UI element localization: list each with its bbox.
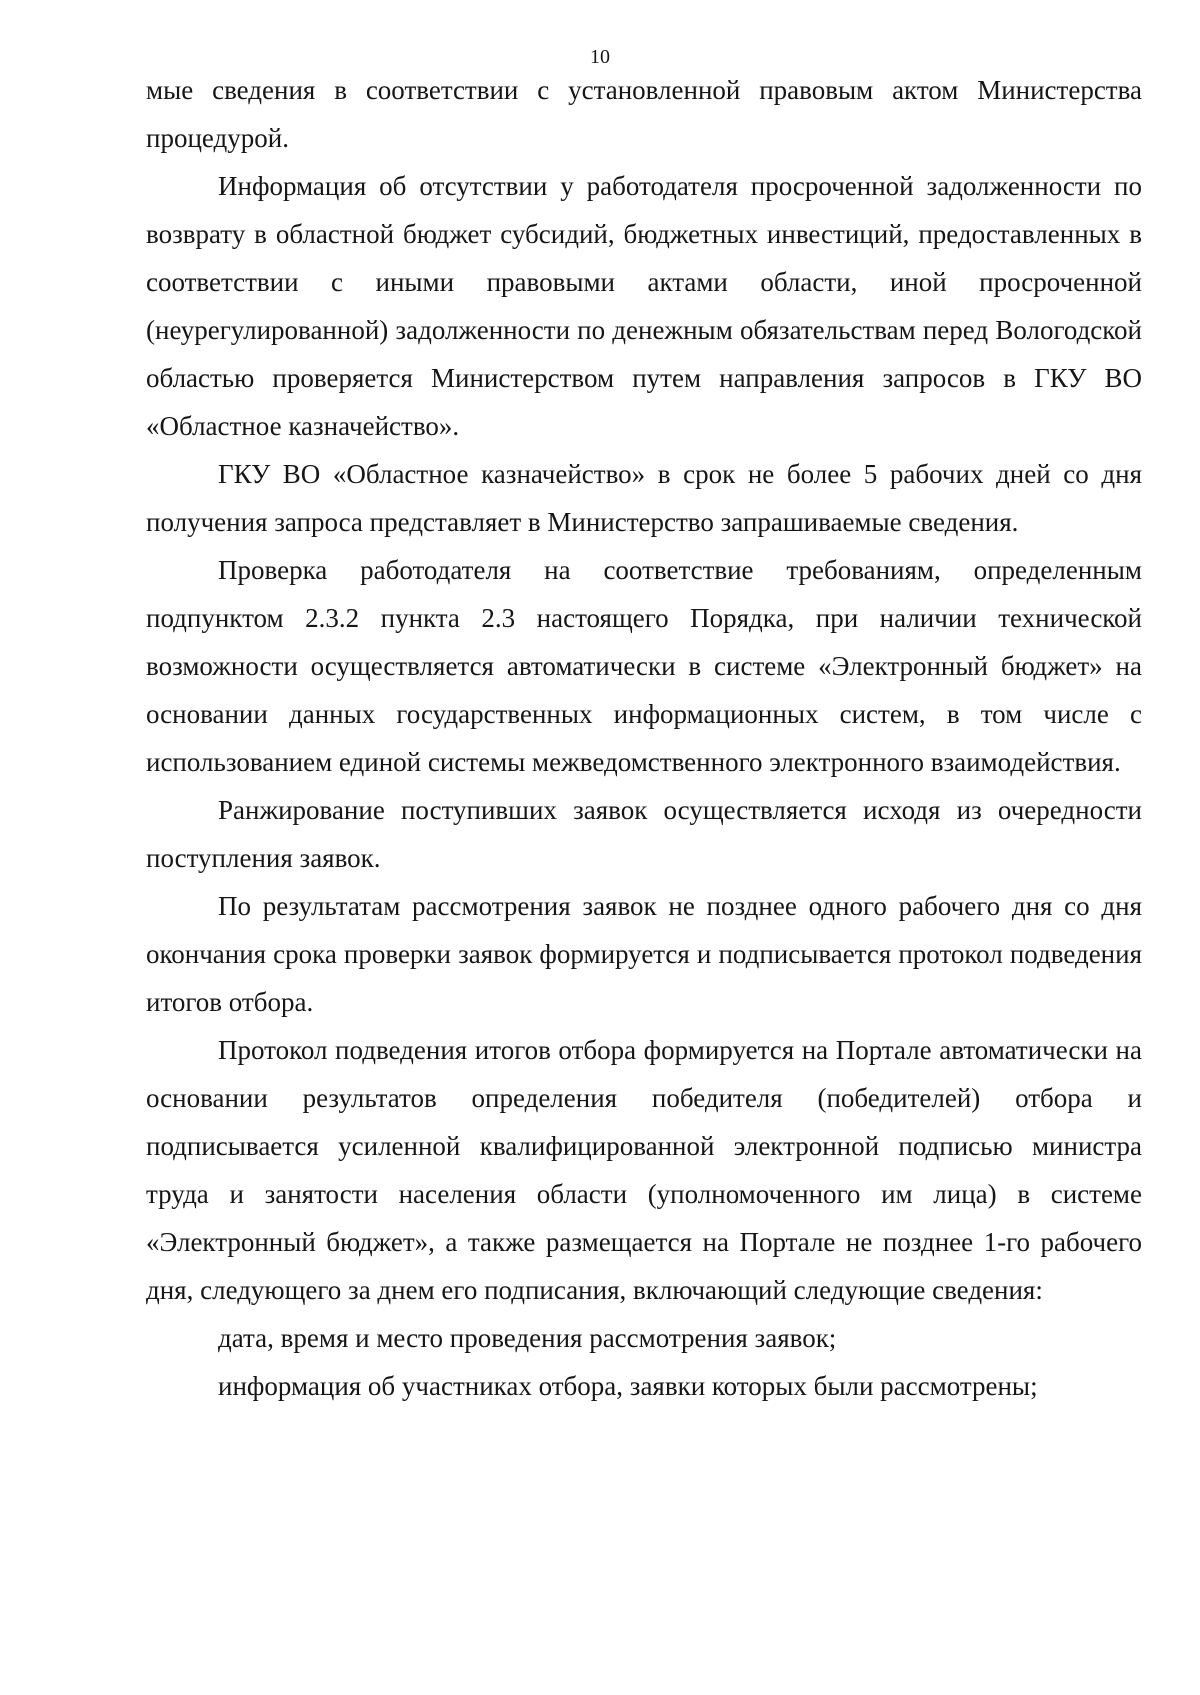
page-number: 10 [590, 46, 610, 68]
document-body [146, 66, 1142, 1410]
paragraph-review-results: По результатам рассмотрения заявок не позднее одного рабочего дня со дня окончания срока проверки заявок формируется и подписывается протокол подведения итогов отбора. [146, 891, 1142, 1017]
paragraph-automatic-check: Проверка работодателя на соответствие требованиям, определенным подпунктом 2.3.2 пункта 2.3 настоящего Порядка, при наличии технической возможности осуществляется автоматически в системе «Электронный бюджет» на основании данных государственных информационных систем, в том числе с использованием единой системы межведомственного электронного взаимодействия. [146, 555, 1142, 777]
paragraph-treasury-response: ГКУ ВО «Областное казначейство» в срок не более 5 рабочих дней со дня получения запроса представляет в Министерство запрашиваемые сведения. [146, 459, 1142, 537]
paragraph-debt-check: Информация об отсутствии у работодателя просроченной задолженности по возврату в областной бюджет субсидий, бюджетных инвестиций, предоставленных в соответствии с иными правовыми актами области, иной просроченной (неурегулированной) задолженности по денежным обязательствам перед Вологодской областью проверяется Министерством путем направления запросов в ГКУ ВО «Областное казначейство». [146, 171, 1142, 441]
list-item-participants: информация об участниках отбора, заявки которых были рассмотрены; [218, 1371, 1038, 1401]
paragraph-continuation: мые сведения в соответствии с установленной правовым актом Министерства процедурой. [146, 75, 1142, 153]
paragraph-ranking: Ранжирование поступивших заявок осуществляется исходя из очередности поступления заявок. [146, 795, 1142, 873]
list-item-date-time-place: дата, время и место проведения рассмотрения заявок; [218, 1323, 837, 1353]
paragraph-protocol: Протокол подведения итогов отбора формируется на Портале автоматически на основании результатов определения победителя (победителей) отбора и подписывается усиленной квалифицированной электронной подписью министра труда и занятости населения области (уполномоченного им лица) в системе «Электронный бюджет», а также размещается на Портале не позднее 1-го рабочего дня, следующего за днем его подписания, включающий следующие сведения: [146, 1035, 1142, 1305]
